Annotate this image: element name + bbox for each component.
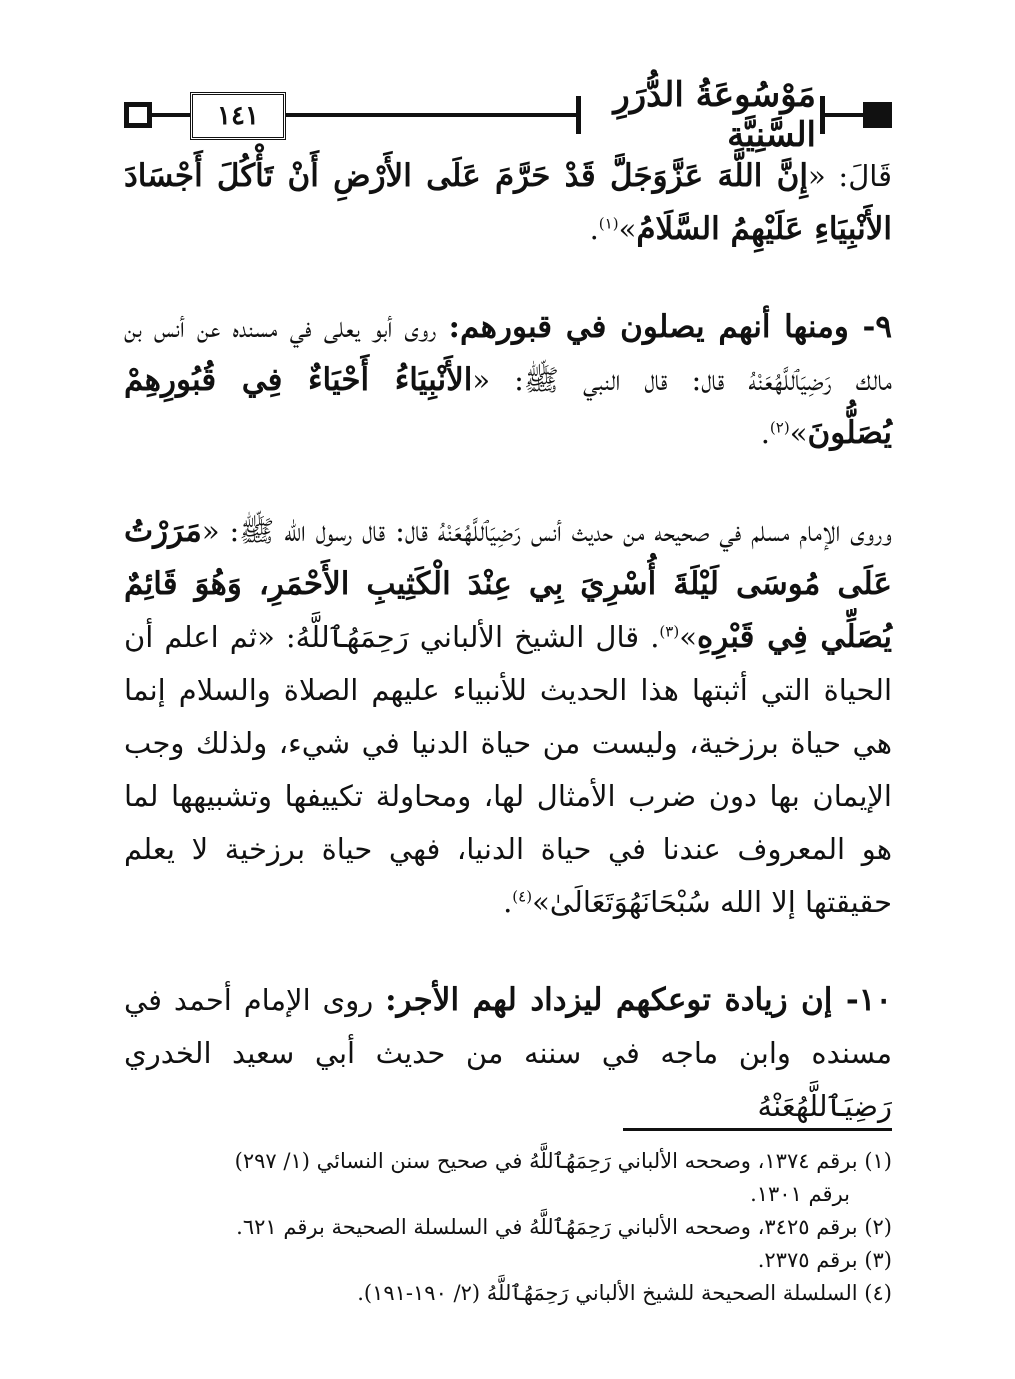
book-title: مَوْسُوعَةُ الدُّرَرِ السَّنِيَّة [613,75,816,155]
page-number: ١٤١ [190,92,286,140]
footnote-separator [623,1128,892,1131]
header-divider [576,96,581,134]
hadith-quote: مَرَرْتُ عَلَى مُوسَى لَيْلَةَ أُسْرِيَ بِي عِنْدَ الْكَثِيبِ الأَحْمَرِ، وَهُوَ قَائِمٌ يُصَلِّي فِي قَبْرِهِ [124,513,893,655]
header-ornament-right [863,102,892,128]
header-ornament-left [124,102,152,128]
header-rule [286,113,578,117]
footnote-1: (١) برقم ١٣٧٤، وصححه الألباني رَحِمَهُٱللَّهُ في صحيح سنن النسائي (١/ ٢٩٧) [234,1149,892,1173]
paragraph-hadith-bodies: قَالَ: «إِنَّ اللَّهَ عَزَّوَجَلَّ قَدْ حَرَّمَ عَلَى الأَرْضِ أَنْ تَأْكُلَ أَجْسَادَ الأَنْبِيَاءِ عَلَيْهِمُ السَّلَامُ»$^{(١)}$. [124,158,892,247]
footnote-1-continuation: برقم ١٣٠١. [750,1182,850,1206]
section-heading: ١٠- إن زيادة توعكهم ليزداد لهم الأجر: [385,982,892,1018]
header-rule [152,113,190,117]
footnote-4: (٤) السلسلة الصحيحة للشيخ الألباني رَحِمَهُٱللَّهُ (٢/ ١٩٠-١٩١). [357,1281,892,1305]
footnote-ref: (٤) [512,887,533,906]
footnote-ref: (٣) [659,622,680,641]
main-text [124,150,892,1133]
footnotes [124,1145,892,1310]
footnote-ref: (٢) [769,418,790,437]
hadith-quote: إِنَّ اللَّهَ عَزَّوَجَلَّ قَدْ حَرَّمَ عَلَى الأَرْضِ أَنْ تَأْكُلَ أَجْسَادَ الأَنْبِيَاءِ عَلَيْهِمُ السَّلَامُ [124,158,892,247]
hadith-quote: الأَنْبِيَاءُ أَحْيَاءٌ فِي قُبُورِهِمْ يُصَلُّونَ [124,362,892,451]
paragraph-musa-hadith: وروى الإمام مسلم في صحيحه من حديث أنس رَضِيَٱللَّهُعَنْهُ قال: قال رسول الله ﷺ: «مَرَرْتُ عَلَى مُوسَى لَيْلَةَ أُسْرِيَ بِي عِنْدَ الْكَثِيبِ الأَحْمَرِ، وَهُوَ قَائِمٌ يُصَلِّي فِي قَبْرِهِ»$^{(٣)}$. قال الشيخ الألباني رَحِمَهُٱللَّهُ: «ثم اعلم أن الحياة التي أثبتها هذا الحديث للأنبياء عليهم الصلاة والسلام إنما هي حياة برزخية، وليست من حياة الدنيا في شيء، ولذلك وجب الإيمان بها دون ضرب الأمثال لها، ومحاولة تكييفها وتشبيهها لما هو المعروف عندنا في حياة الدنيا، فهي حياة برزخية لا يعلم حقيقتها إلا الله سُبْحَانَهُوَتَعَالَىٰ»$^{(٤)}$. [124,513,893,919]
footnote-ref: (١) [598,214,619,233]
footnote-3: (٣) برقم ٢٣٧٥. [757,1248,892,1272]
section-heading: ٩- ومنها أنهم يصلون في قبورهم: [448,309,892,345]
paragraph-increased-illness: ١٠- إن زيادة توعكهم ليزداد لهم الأجر: روى الإمام أحمد في مسنده وابن ماجه في سننه من حديث أبي سعيد الخدري رَضِيَٱللَّهُعَنْهُ [124,982,892,1123]
paragraph-praying-in-graves: ٩- ومنها أنهم يصلون في قبورهم: روى أبو يعلى في مسنده عن أنس بن مالك رَضِيَٱللَّهُعَنْهُ قال: قال النبي ﷺ: «الأَنْبِيَاءُ أَحْيَاءٌ فِي قُبُورِهِمْ يُصَلُّونَ»$^{(٢)}$. [124,309,893,451]
page-header [124,75,892,155]
header-rule [825,113,863,117]
footnote-2: (٢) برقم ٣٤٢٥، وصححه الألباني رَحِمَهُٱللَّهُ في السلسلة الصحيحة برقم ٦٢١. [236,1215,892,1239]
